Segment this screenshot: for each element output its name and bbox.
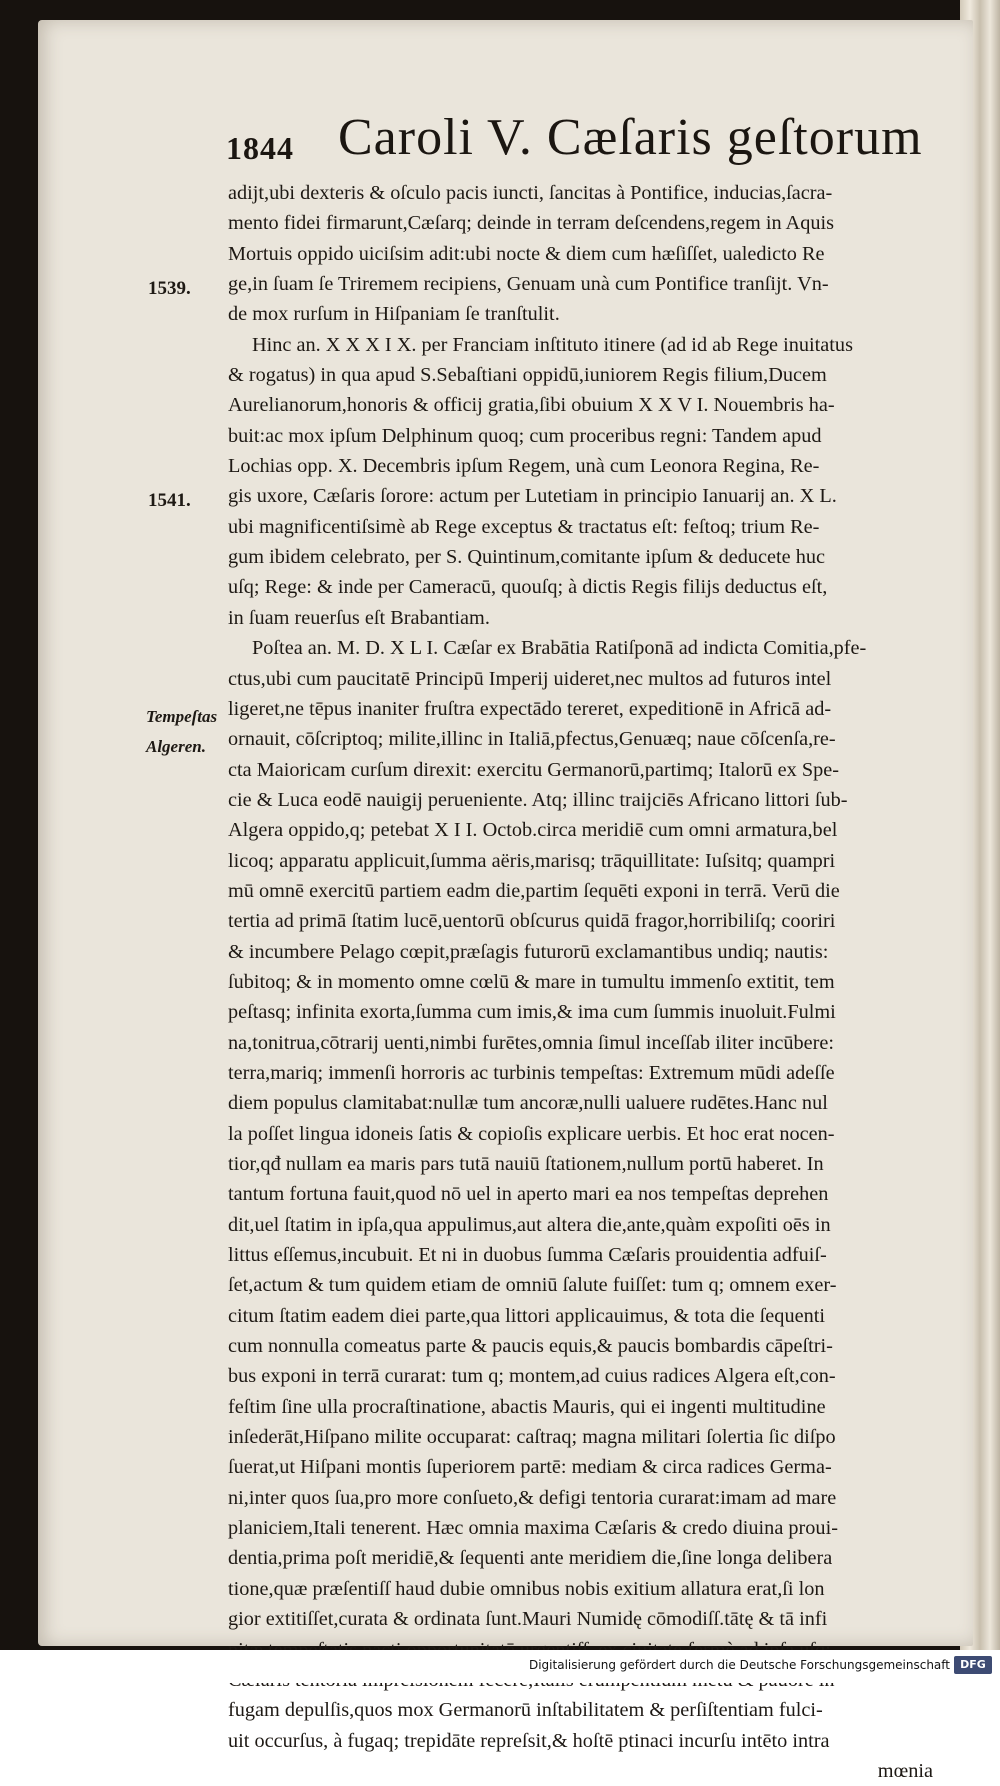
- text-line: inſederāt,Hiſpano milite occuparat: caſtraq; magna militari ſolertia ſic diſpo: [228, 1426, 836, 1449]
- text-line: feſtim ſine ulla procraſtinatione, abactis Mauris, qui ei ingenti multitudine: [228, 1395, 826, 1418]
- text-line: ni,inter quos ſua,pro more conſueto,& defigi tentoria curarat:imam ad mare: [228, 1486, 837, 1509]
- text-line: uſq; Rege: & inde per Cameracū, quouſq; à dictis Regis filijs deductus eſt,: [228, 576, 828, 599]
- text-line: fugam depulſis,quos mox Germanorū inſtabilitatem & perſiſtentiam fulci-: [228, 1699, 823, 1722]
- text-line: littus eſſemus,incubuit. Et ni in duobus ſumma Cæſaris prouidentia adfuiſ-: [228, 1244, 827, 1267]
- text-line: peſtasq; infinita exorta,ſumma cum imis,& ima cum ſummis inuoluit.Fulmi: [228, 1001, 836, 1024]
- text-line: terra,mariq; immenſi horroris ac turbinis tempeſtas: Extremum mūdi adeſſe: [228, 1061, 835, 1084]
- text-line: & incumbere Pelago cœpit,præſagis futurorū exclamantibus undiq; nautis:: [228, 940, 829, 963]
- text-line: tione,quæ præſentiſſ haud dubie omnibus nobis exitium allatura erat,ſi lon: [228, 1577, 825, 1600]
- text-line: ſuerat,ut Hiſpani montis ſuperiorem partē: mediam & circa radices Germa-: [228, 1456, 832, 1479]
- text-line: ſubitoq; & in momento omne cœlū & mare in tumultu immenſo extitit, tem: [228, 970, 835, 993]
- text-line: ubi magnificentiſsimè ab Rege exceptus & tractatus eſt: feſtoq; trium Re-: [228, 515, 820, 538]
- text-line: na,tonitrua,cōtrarij uenti,nimbi furētes,omnia ſimul inceſſab iliter incūbere:: [228, 1031, 834, 1054]
- text-line: bus exponi in terrā curarat: tum q; montem,ad cuius radices Algera eſt,con-: [228, 1365, 836, 1388]
- text-line: cum nonnulla comeatus parte & paucis equis,& paucis bombardis cāpeſtri-: [228, 1335, 833, 1358]
- text-line: Algera oppido,q; petebat X I I. Octob.circa meridiē cum omni armatura,bel: [228, 819, 838, 842]
- text-line: gis uxore, Cæſaris ſorore: actum per Lutetiam in principio Ianuarij an. X L.: [228, 485, 837, 508]
- text-line: dentia,prima poſt meridiē,& ſequenti ante meridiem die,ſine longa delibera: [228, 1547, 833, 1570]
- text-line: ſet,actum & tum quidem etiam de omniū ſalute fuiſſet: tum q; omnem exer-: [228, 1274, 837, 1297]
- text-line: la poſſet lingua idoneis ſatis & copioſis explicare uerbis. Et hoc erat nocen-: [228, 1122, 835, 1145]
- text-line: mū omnē exercitū partiem eadm die,partim ſequēti exponi in terrā. Verū die: [228, 879, 840, 902]
- footer-bar: [0, 1650, 1000, 1683]
- text-line: ge,in ſuam ſe Triremem recipiens, Genuam unà cum Pontifice tranſijt. Vn-: [228, 273, 829, 296]
- text-line: planiciem,Itali tenerent. Hæc omnia maxima Cæſaris & credo diuina proui-: [228, 1517, 838, 1540]
- dfg-logo: DFG: [954, 1656, 992, 1674]
- text-line: buit:ac mox ipſum Delphinum quoq; cum proceribus regni: Tandem apud: [228, 424, 822, 447]
- margin-gloss-algeren: Algeren.: [146, 737, 206, 756]
- text-line: Poſtea an. M. D. X L I. Cæſar ex Brabātia Ratiſponā ad indicta Comitia,pfe-: [252, 637, 867, 660]
- text-line: licoq; apparatu applicuit,ſumma aëris,marisq; trāquillitate: Iuſsitq; quampri: [228, 849, 836, 872]
- text-line: gum ibidem celebrato, per S. Quintinum,comitante ipſum & deducete huc: [228, 546, 826, 569]
- text-line: tertia ad primā ſtatim lucē,uentorū obſcurus quidā fragor,horribiliſq; cooriri: [228, 910, 836, 933]
- body-text: [228, 178, 933, 1786]
- text-line: cie & Luca eodē nauigij perueniente. Atq; illinc traijciēs Africano littori ſub-: [228, 788, 848, 811]
- text-line: Aurelianorum,honoris & officij gratia,ſibi obuium X X V I. Nouembris ha-: [228, 394, 835, 417]
- text-line: dit,uel ſtatim in ipſa,qua appulimus,aut altera die,ante,quàm expoſiti oēs in: [228, 1213, 831, 1236]
- text-line: tantum fortuna fauit,quod nō uel in aperto mari ea nos tempeſtas deprehen: [228, 1183, 829, 1206]
- text-line: ligeret,ne tēpus inaniter fruſtra expectādo tereret, expeditionē in Africā ad-: [228, 697, 832, 720]
- text-line: Mortuis oppido uiciſsim adit:ubi nocte & diem cum hæſiſſet, ualedicto Re: [228, 242, 825, 265]
- margin-gloss-tempestas: Tempeſtas: [146, 707, 218, 726]
- text-line: & rogatus) in qua apud S.Sebaſtiani oppidū,iuniorem Regis filium,Ducem: [228, 364, 827, 387]
- running-head: [38, 108, 973, 174]
- text-line: gior extitiſſet,curata & ordinata ſunt.Mauri Numidę cōmodiſſ.tātę & tā infi: [228, 1608, 828, 1631]
- running-title: Caroli V. Cæſaris geſtorum: [338, 109, 923, 166]
- text-line: mento fidei firmarunt,Cæſarq; deinde in terram deſcendens,regem in Aquis: [228, 212, 835, 235]
- text-line: diem populus clamitabat:nullæ tum ancoræ,nulli ualuere rudētes.Hanc nul: [228, 1092, 828, 1115]
- margin-year-1539: 1539.: [148, 278, 191, 299]
- text-line: uit occurſus, à fugaq; trepidāte repreſsit,& hoſtē ptinaci incurſu intēto intra: [228, 1729, 830, 1752]
- text-line: Hinc an. X X X I X. per Franciam inſtituto itinere (ad id ab Rege inuitatus: [252, 333, 853, 356]
- text-line: tior,qđ nullam ea maris pars tutā nauiū ſtationem,nullum portū haberet. In: [228, 1153, 824, 1175]
- margin-year-1541: 1541.: [148, 490, 191, 511]
- text-line: cta Maioricam curſum direxit: exercitu Germanorū,partimq; Italorū ex Spe-: [228, 758, 840, 781]
- digitization-credit: Digitalisierung gefördert durch die Deutsche Forschungsgemeinschaft: [528, 1658, 950, 1672]
- text-line: ctus,ubi cum paucitatē Principū Imperij uideret,nec multos ad futuros intel: [228, 667, 832, 690]
- text-line: Lochias opp. X. Decembris ipſum Regem, unà cum Leonora Regina, Re-: [228, 455, 820, 478]
- text-line: adijt,ubi dexteris & oſculo pacis iuncti, ſancitas à Pontifice, inducias,ſacra-: [228, 182, 833, 204]
- text-line: ornauit, cōſcriptoq; milite,illinc in Italiā,pfectus,Genuæq; naue cōſcenſa,re-: [228, 728, 836, 751]
- text-line: de mox rurſum in Hiſpaniam ſe tranſtulit.: [228, 303, 560, 326]
- page-number: 1844: [226, 130, 294, 166]
- text-line: citum ſtatim eadem diei parte,qua littori applicauimus, & tota die ſequenti: [228, 1304, 825, 1327]
- text-line: in ſuam reuerſus eſt Brabantiam.: [228, 606, 490, 629]
- text-line: mœnia: [877, 1759, 933, 1782]
